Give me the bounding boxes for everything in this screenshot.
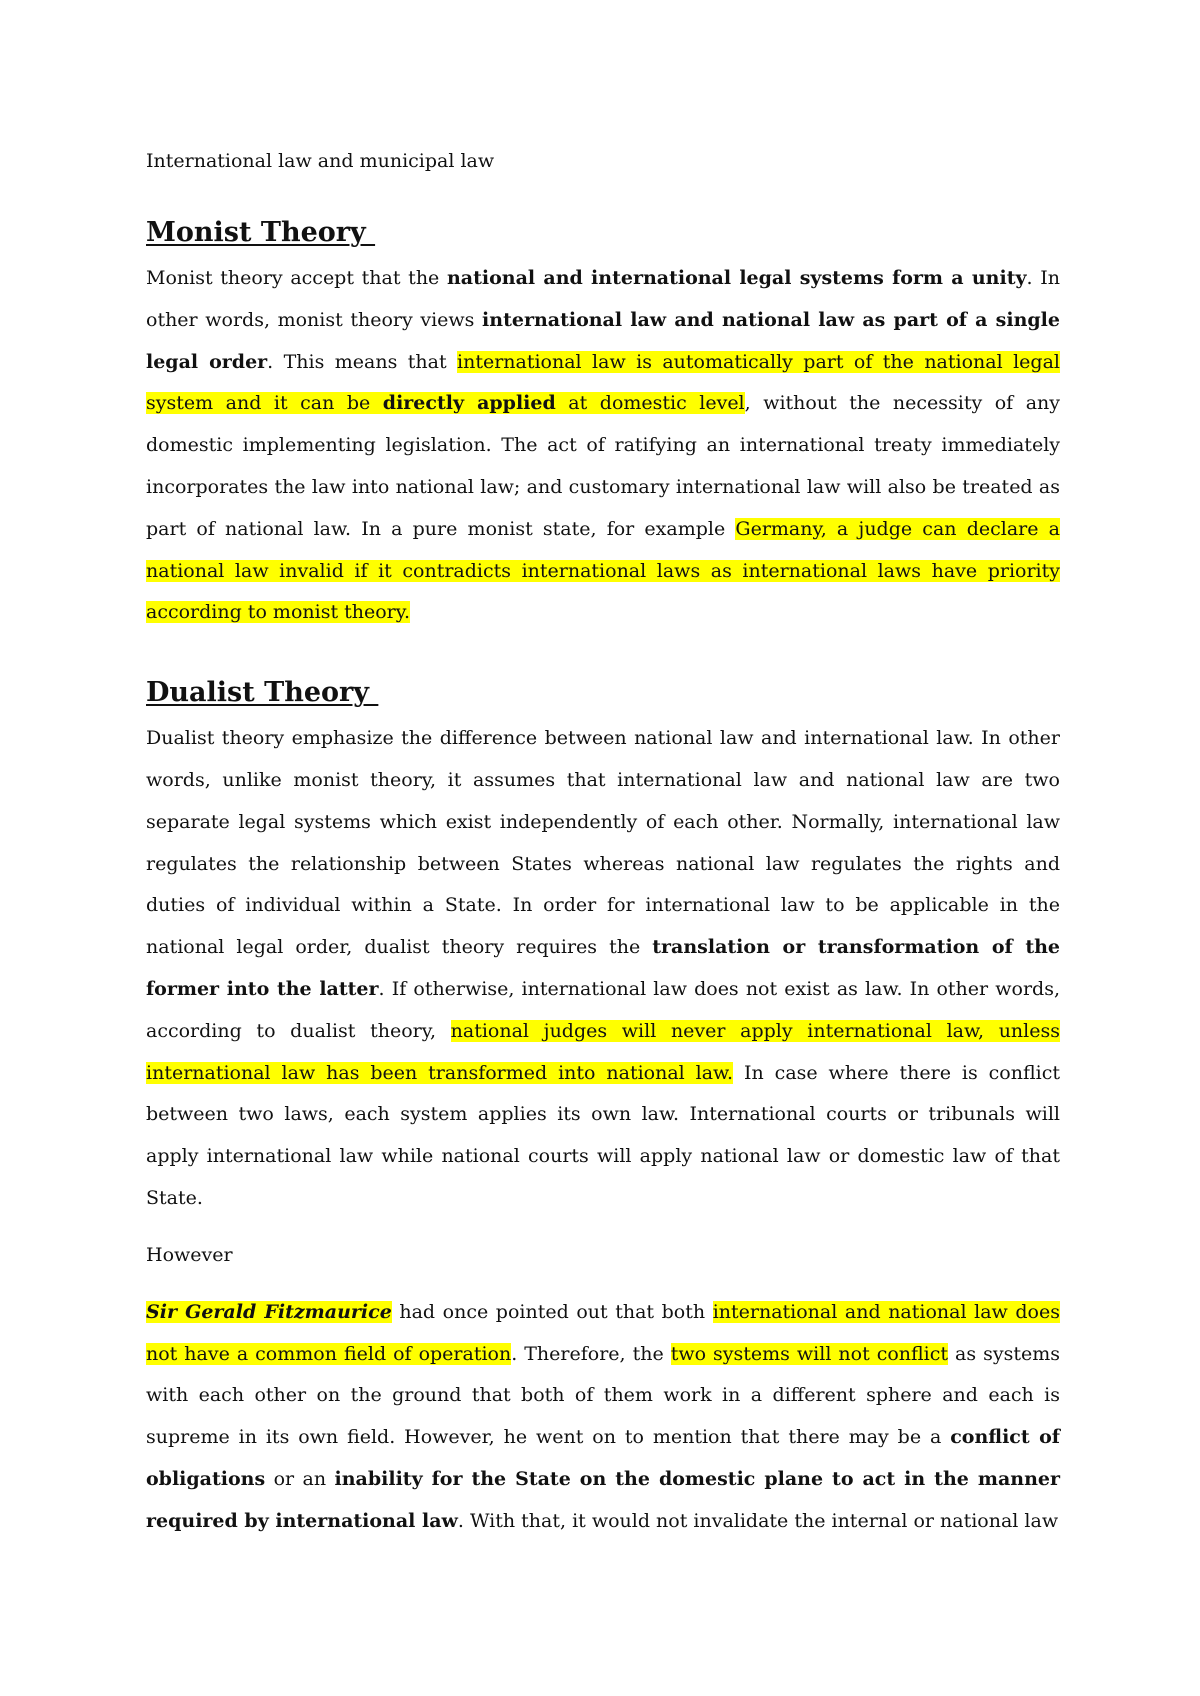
highlighted-text: international and national law does not have a common field of operation [146,1300,1060,1365]
document-title: International law and municipal law [146,150,495,172]
highlighted-text: international law is automatically part of the national legal system and it can be [146,350,1060,415]
highlighted-bold-text: directly applied [382,392,556,415]
bold-text: national and international legal systems form a unity [446,267,1027,289]
dualist-theory-heading: Dualist Theory [146,677,379,709]
bold-text: translation or transformation of the former into the latter [146,936,1060,1000]
highlighted-text: two systems will not conflict [670,1342,949,1365]
text-run: . Therefore, the [511,1342,671,1365]
monist-paragraph [146,258,1060,634]
bold-text: inability for the State on the domestic plane to act in the manner required by international law [146,1467,1060,1532]
highlighted-bold-italic-name: Sir Gerald Fitzmaurice [146,1300,392,1323]
text-run: . If otherwise, international law does not exist as law. In other words, according to dualist theory, [146,977,1060,1042]
text-run: . This means that [267,350,457,373]
text-run: . In other words, monist theory views [146,267,1060,331]
text-run: , without the necessity of any domestic implementing legislation. The act of ratifying an international treaty immediately incorporates the law into national law; and customary international law will also be treated as part of national law. In a pure monist state, for example [146,392,1060,540]
fitzmaurice-paragraph [146,1292,1060,1543]
however-paragraph: However [146,1243,233,1266]
highlighted-text: national judges will never apply international law, unless international law has been transformed into national law. [146,1019,1060,1084]
text-run: . With that, it would not invalidate the internal or national law [457,1509,1059,1532]
dualist-paragraph [146,718,1060,1220]
highlighted-text: Germany, a judge can declare a national law invalid if it contradicts international laws as international laws have priority according to monist theory. [146,517,1060,624]
monist-theory-heading: Monist Theory [146,217,376,248]
text-run: Monist theory accept that the [146,267,447,289]
bold-text: conflict of obligations [146,1426,1060,1490]
text-run: Dualist theory emphasize the difference between national law and international law. In other words, unlike monist theory, it assumes that international law and national law are two separate legal systems which exist independently of each other. Normally, international law regulates the relationship between States whereas national law regulates the rights and duties of individual within a State. In order for international law to be applicable in the national legal order, dualist theory requires the [146,727,1060,959]
text-run: or an [265,1467,335,1490]
document-body [146,140,1060,1543]
text-run: as systems with each other on the ground that both of them work in a different sphere and each is supreme in its own field. However, he went on to mention that there may be a [146,1342,1060,1449]
highlighted-text: at domestic level [555,392,745,415]
text-run: had once pointed out that both [391,1300,713,1323]
text-run: In case where there is conflict between two laws, each system applies its own law. International courts or tribunals will apply international law while national courts will apply national law or domestic law of that State. [146,1061,1060,1209]
bold-text: international law and national law as part of a single legal order [146,308,1060,373]
